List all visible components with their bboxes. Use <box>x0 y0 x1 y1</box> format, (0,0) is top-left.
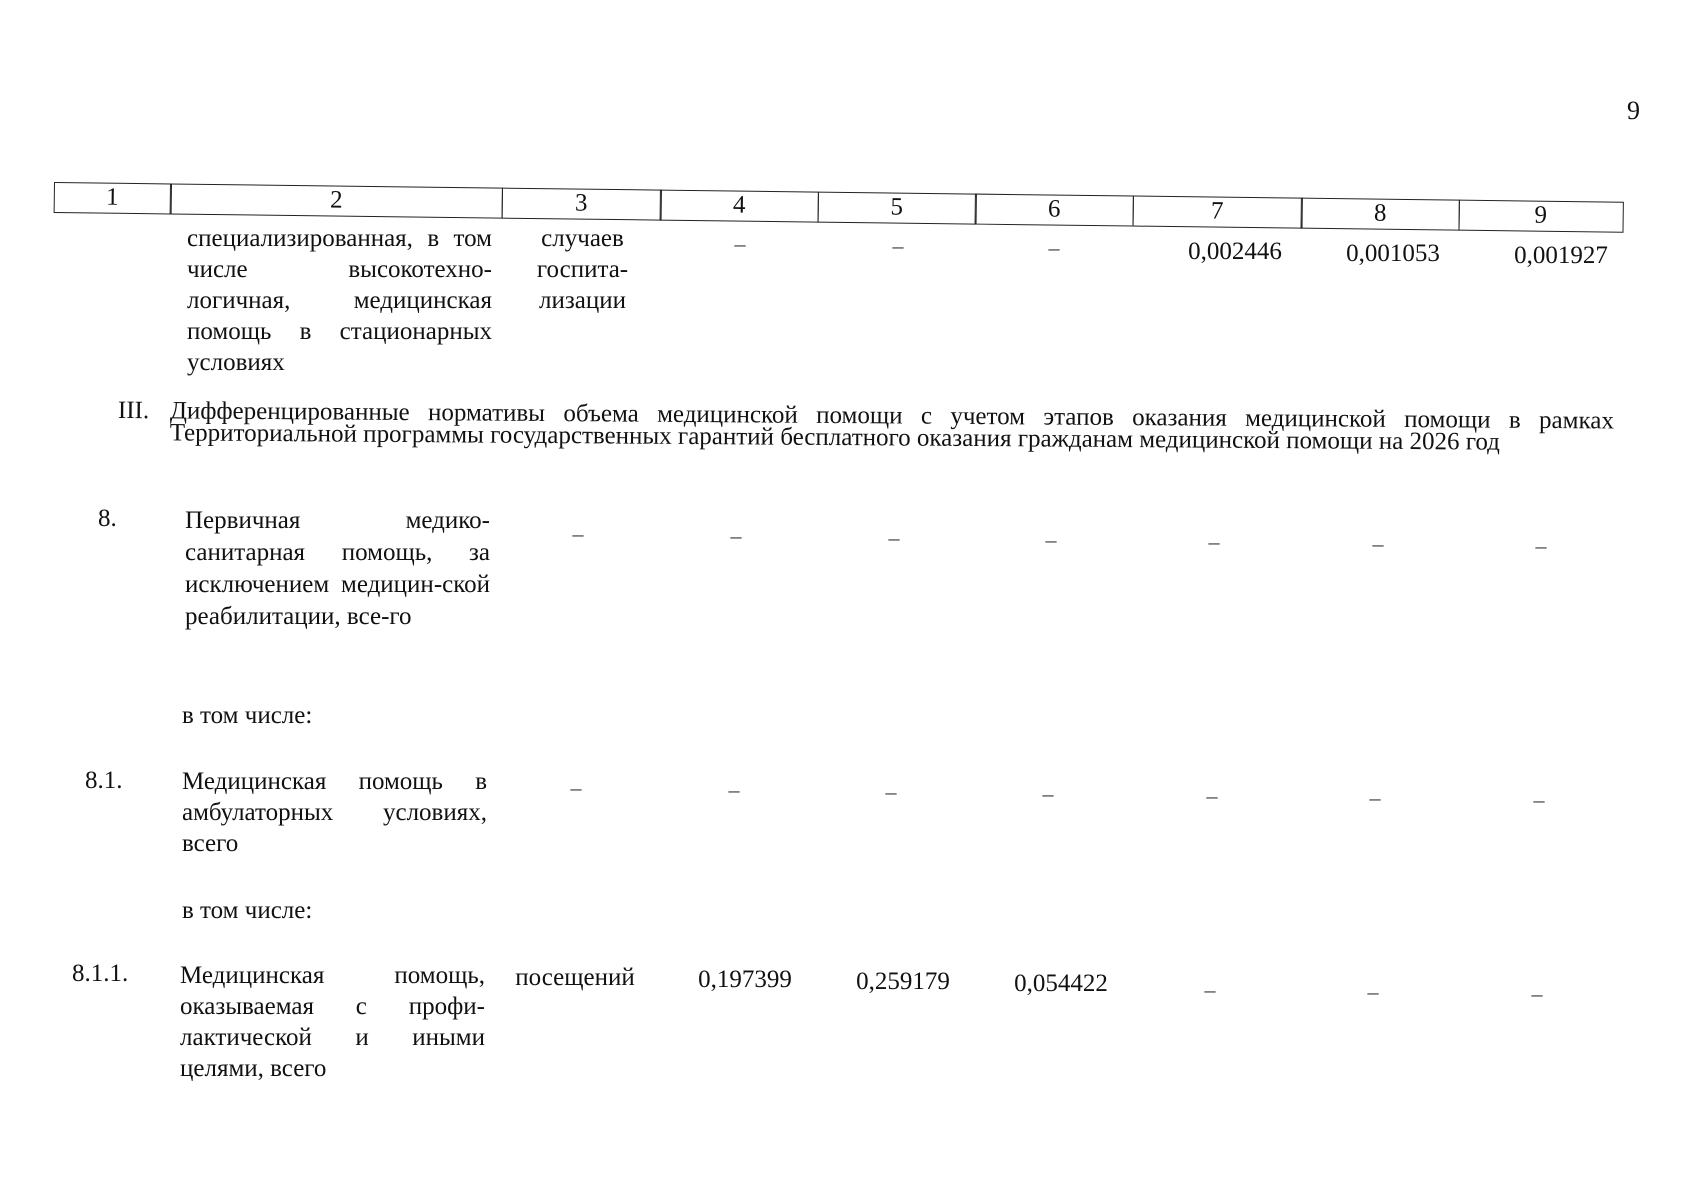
section-title <box>117 397 1614 456</box>
row-col8: 0,001053 <box>1346 240 1440 267</box>
column-header-7: 7 <box>1132 196 1302 229</box>
row-description: Медицинская помощь, оказываемая с профи-лактической и иными целями, всего <box>180 962 485 1082</box>
row-col3: – <box>570 775 582 800</box>
row-col5: – <box>888 525 900 550</box>
row-unit: случаев госпита-лизации <box>536 225 629 314</box>
column-header-6: 6 <box>975 194 1134 227</box>
row-col5: 0,259179 <box>856 968 950 995</box>
row-col6: – <box>1042 781 1054 806</box>
row-col8: – <box>1367 979 1379 1004</box>
row-col6: – <box>1048 235 1060 260</box>
row-col4: – <box>734 231 746 256</box>
row-description: специализированная, в том числе высокотехно-логичная, медицинская помощь в стационарных условиях <box>187 225 492 376</box>
row-col5: – <box>885 779 897 804</box>
row-description: Медицинская помощь в амбулаторных условиях, всего <box>182 768 487 857</box>
section-roman-numeral: III. <box>117 397 150 425</box>
row-col6: 0,054422 <box>1014 970 1108 997</box>
column-header-8: 8 <box>1301 198 1460 231</box>
row-description: Первичная медико-санитарная помощь, за исключением медицин-ской реабилитации, все-го <box>185 507 490 630</box>
row-col9: – <box>1533 787 1545 812</box>
row-col7: – <box>1206 783 1218 808</box>
row-col8: – <box>1369 785 1381 810</box>
row-col8: – <box>1372 531 1384 556</box>
row-col4: – <box>730 523 742 548</box>
column-header-4: 4 <box>660 190 819 223</box>
row-col7: – <box>1208 529 1220 554</box>
row-number: 8.1. <box>85 767 123 794</box>
row-unit: посещений <box>515 964 635 991</box>
row-number: 8. <box>98 505 117 532</box>
including-label: в том числе: <box>182 702 313 729</box>
page-number: 9 <box>1627 96 1640 125</box>
row-number: 8.1.1. <box>72 960 129 987</box>
column-header-3: 3 <box>501 188 661 221</box>
row-col5: – <box>892 233 904 258</box>
section-title-text: Дифференцированные нормативы объема медицинской помощи с учетом этапов оказания медицинской помощи в рамках Территориальной программы государственных гарантий бесплатного оказания гражданам медицинской помощи на 2026 год <box>169 397 1614 456</box>
row-col4: – <box>728 777 740 802</box>
row-col3: – <box>572 521 584 546</box>
row-col9: – <box>1535 533 1547 558</box>
column-header-9: 9 <box>1458 200 1623 233</box>
including-label: в том числе: <box>182 897 313 924</box>
column-header-1: 1 <box>53 182 171 214</box>
row-col4: 0,197399 <box>698 966 792 993</box>
row-col9: 0,001927 <box>1514 242 1608 269</box>
column-header-2: 2 <box>170 183 503 218</box>
column-header-5: 5 <box>817 192 976 225</box>
row-col7: 0,002446 <box>1188 238 1282 265</box>
row-col7: – <box>1204 977 1216 1002</box>
row-col6: – <box>1045 527 1057 552</box>
row-col9: – <box>1531 981 1543 1006</box>
